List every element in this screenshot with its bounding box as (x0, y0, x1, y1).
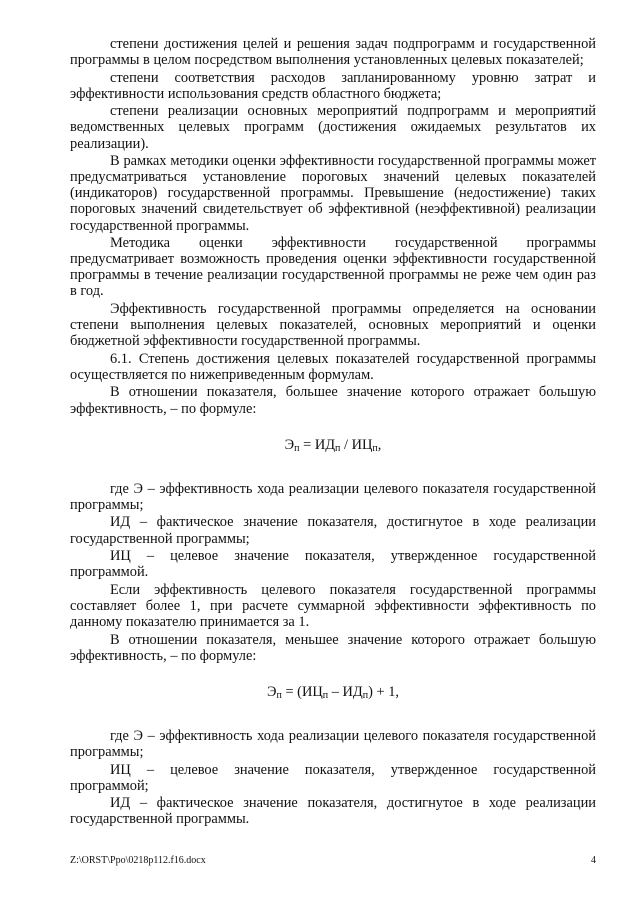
formula-subscript: п (372, 442, 378, 454)
paragraph: где Э – эффективность хода реализации целевого показателя государственной программы; (70, 727, 596, 760)
paragraph: степени достижения целей и решения задач подпрограмм и государственной программы в целом посредством выполнения установленных целевых показателей; (70, 36, 596, 69)
formula-subscript: п (294, 442, 300, 454)
paragraph: степени реализации основных мероприятий подпрограмм и мероприятий ведомственных целевых программ (достижения ожидаемых результатов их реализации). (70, 103, 596, 152)
document-body (70, 36, 596, 829)
paragraph: степени соответствия расходов запланированному уровню затрат и эффективности использования средств областного бюджета; (70, 69, 596, 102)
formula-term: = ИД (299, 436, 336, 453)
formula-term: , (377, 436, 382, 453)
formula-term: – ИД (328, 683, 363, 700)
formula-term: ) + 1, (368, 683, 399, 700)
formula-term: / ИЦ (340, 436, 373, 453)
formula-lower-better (70, 684, 596, 704)
paragraph: ИД – фактическое значение показателя, достигнутое в ходе реализации государственной программы. (70, 795, 596, 828)
formula-subscript: п (362, 689, 369, 701)
paragraph: ИЦ – целевое значение показателя, утвержденное государственной программой; (70, 761, 596, 794)
paragraph: где Э – эффективность хода реализации целевого показателя государственной программы; (70, 480, 596, 513)
paragraph: ИЦ – целевое значение показателя, утвержденное государственной программой. (70, 548, 596, 581)
formula-subscript: п (276, 689, 282, 701)
paragraph: Методика оценки эффективности государственной программы предусматривает возможность проведения оценки эффективности государственной программы в течение реализации государственной программы не реже чем один раз в год. (70, 235, 596, 300)
paragraph: Если эффективность целевого показателя государственной программы составляет более 1, при расчете суммарной эффективности эффективность по данному показателю принимается за 1. (70, 581, 596, 630)
formula-higher-better (70, 437, 596, 457)
paragraph: ИД – фактическое значение показателя, достигнутое в ходе реализации государственной программы; (70, 514, 596, 547)
paragraph: Эффективность государственной программы определяется на основании степени выполнения целевых показателей, основных мероприятий и оценки бюджетной эффективности государственной программы. (70, 301, 596, 350)
formula-term: = (ИЦ (281, 683, 323, 700)
formula-lhs: Э (284, 436, 295, 453)
file-path: Z:\ORST\Ppo\0218p112.f16.docx (70, 855, 206, 866)
paragraph: В отношении показателя, большее значение которого отражает большую эффективность, – по формуле: (70, 384, 596, 417)
formula-lhs: Э (267, 683, 277, 700)
formula-subscript: п (335, 442, 341, 454)
page-number: 4 (591, 855, 596, 866)
paragraph: 6.1. Степень достижения целевых показателей государственной программы осуществляется по нижеприведенным формулам. (70, 350, 596, 383)
paragraph: В отношении показателя, меньшее значение которого отражает большую эффективность, – по формуле: (70, 631, 596, 664)
paragraph: В рамках методики оценки эффективности государственной программы может предусматриваться установление пороговых значений целевых показателей (индикаторов) государственной программы. Превышение (недостижение) таких пороговых значений свидетельствует об эффективной (неэффективной) реализации государственной программы. (70, 153, 596, 234)
formula-subscript: п (322, 689, 329, 701)
